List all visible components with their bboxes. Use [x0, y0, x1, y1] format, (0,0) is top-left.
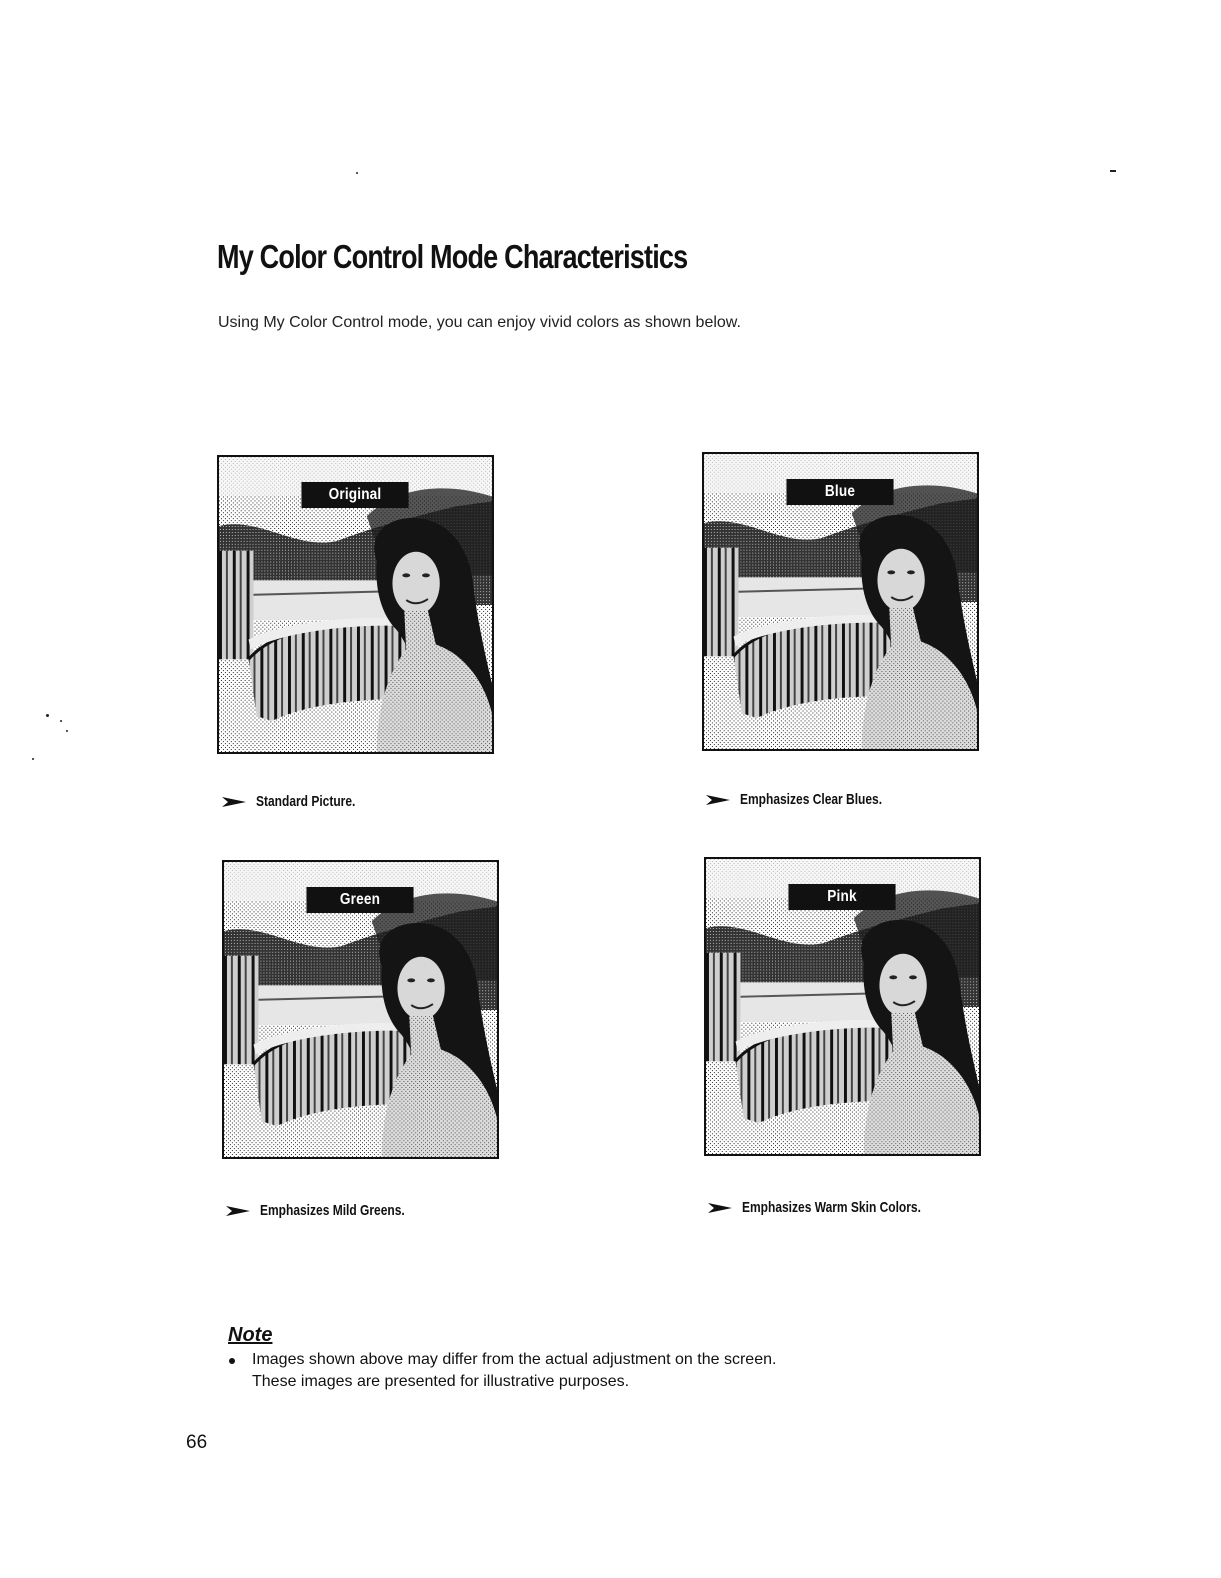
note-line-1: Images shown above may differ from the actual adjustment on the screen. [252, 1351, 777, 1368]
arrow-bullet-icon [708, 1202, 732, 1214]
photo-panel-original [217, 455, 494, 754]
scan-speck [66, 730, 68, 732]
note-line-2: These images are presented for illustrative purposes. [252, 1373, 630, 1390]
mode-label-pink: Pink [788, 884, 895, 910]
scan-speck [46, 714, 49, 717]
mode-label-green: Green [306, 887, 413, 913]
intro-text: Using My Color Control mode, you can enjoy vivid colors as shown below. [218, 314, 741, 331]
caption-pink [708, 1199, 966, 1216]
photo-panel-green [222, 860, 499, 1159]
caption-text: Emphasizes Warm Skin Colors. [742, 1199, 921, 1216]
scan-speck [1110, 170, 1116, 172]
page-title: My Color Control Mode Characteristics [217, 238, 688, 275]
photo-panel-blue [702, 452, 979, 751]
scan-speck [32, 758, 34, 760]
bullet-icon [229, 1358, 235, 1364]
caption-text: Emphasizes Mild Greens. [260, 1202, 405, 1219]
caption-original [222, 793, 380, 810]
page-number: 66 [186, 1432, 208, 1453]
arrow-bullet-icon [706, 794, 730, 806]
caption-text: Standard Picture. [256, 793, 356, 810]
caption-text: Emphasizes Clear Blues. [740, 791, 883, 808]
scan-speck [60, 720, 62, 722]
arrow-bullet-icon [226, 1205, 250, 1217]
scan-speck [356, 172, 358, 174]
arrow-bullet-icon [222, 796, 246, 808]
photo-panel-pink [704, 857, 981, 1156]
caption-blue [706, 791, 918, 808]
caption-green [226, 1202, 441, 1219]
note-heading: Note [228, 1324, 273, 1346]
mode-label-original: Original [301, 482, 408, 508]
mode-label-blue: Blue [786, 479, 893, 505]
